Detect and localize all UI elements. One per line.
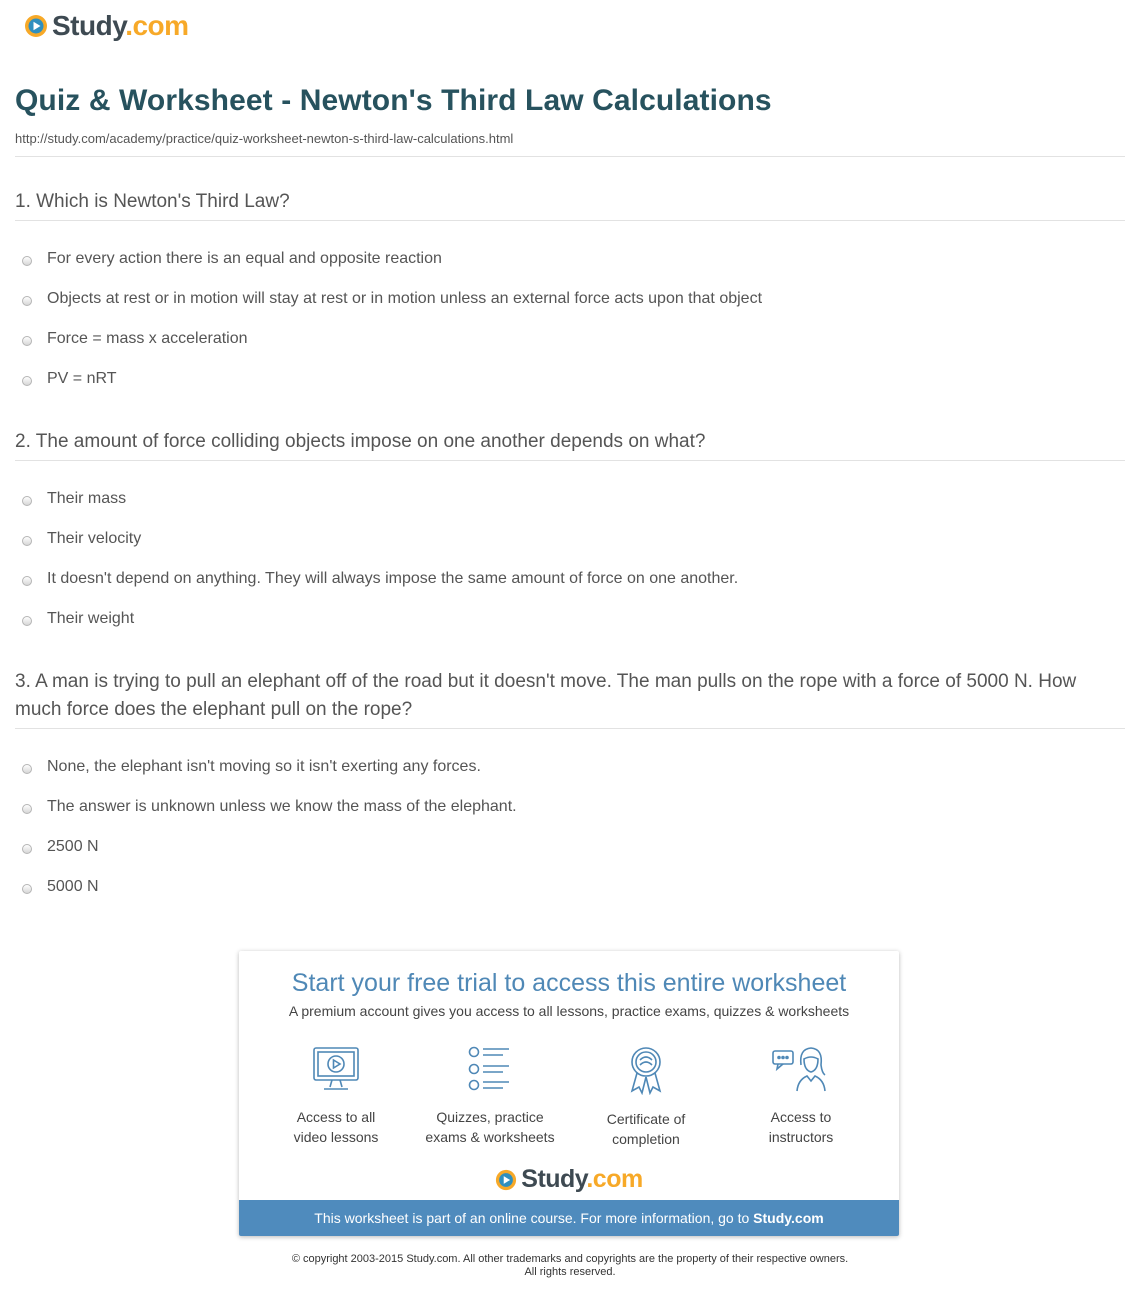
question-2-option-3[interactable]: It doesn't depend on anything. They will always impose the same amount of force on one another. [22, 568, 738, 590]
copyright-line-1: © copyright 2003-2015 Study.com. All other trademarks and copyrights are the property of their respective owners. [291, 1253, 849, 1265]
question-2-option-2[interactable]: Their velocity [22, 528, 141, 550]
question-2-option-1[interactable]: Their mass [22, 488, 126, 510]
question-3-divider [15, 728, 1125, 729]
question-1: 1. Which is Newton's Third Law? [15, 191, 290, 212]
course-info-bar [239, 1200, 899, 1236]
question-1-option-4[interactable]: PV = nRT [22, 368, 117, 390]
header-divider [15, 156, 1125, 157]
logo-tld: .com [125, 10, 189, 41]
page-title: Quiz & Worksheet - Newton's Third Law Calculations [15, 84, 772, 117]
certificate-ribbon-icon [621, 1045, 671, 1095]
logo-text: Study.com [521, 1165, 643, 1193]
feature-label: Quizzes, practice exams & worksheets [425, 1109, 555, 1145]
feature-quizzes [410, 1045, 570, 1147]
radio-button[interactable] [22, 256, 32, 266]
feature-video-lessons [256, 1045, 416, 1147]
study-logo[interactable] [24, 10, 189, 42]
instructor-chat-icon [771, 1045, 831, 1093]
radio-button[interactable] [22, 376, 32, 386]
question-1-option-1[interactable]: For every action there is an equal and opposite reaction [22, 248, 442, 270]
radio-button[interactable] [22, 884, 32, 894]
question-3-option-2[interactable]: The answer is unknown unless we know the mass of the elephant. [22, 796, 517, 818]
question-3-option-1[interactable]: None, the elephant isn't moving so it isn't exerting any forces. [22, 756, 481, 778]
free-trial-title[interactable]: Start your free trial to access this entire worksheet [291, 969, 847, 997]
feature-label: Access to all video lessons [293, 1109, 379, 1145]
question-1-option-2[interactable]: Objects at rest or in motion will stay at rest or in motion unless an external force acts upon that object [22, 288, 762, 310]
question-2: 2. The amount of force colliding objects impose on one another depends on what? [15, 431, 706, 452]
checklist-icon [465, 1045, 515, 1093]
feature-instructors [721, 1045, 881, 1147]
radio-button[interactable] [22, 764, 32, 774]
play-logo-icon [24, 14, 48, 38]
logo-text: Study.com [52, 10, 189, 41]
feature-certificate [566, 1045, 726, 1149]
question-1-divider [15, 220, 1125, 221]
course-info-text: This worksheet is part of an online course. For more information, go to [314, 1210, 754, 1226]
question-2-divider [15, 460, 1125, 461]
question-3-option-3[interactable]: 2500 N [22, 836, 99, 858]
video-monitor-icon [311, 1045, 361, 1093]
page-url[interactable]: http://study.com/academy/practice/quiz-worksheet-newton-s-third-law-calculations.html [15, 131, 514, 146]
feature-label: Access to instructors [768, 1109, 834, 1145]
radio-button[interactable] [22, 616, 32, 626]
radio-button[interactable] [22, 536, 32, 546]
feature-label: Certificate of completion [606, 1111, 686, 1147]
study-link[interactable]: Study.com [753, 1210, 824, 1226]
play-logo-icon [495, 1169, 517, 1191]
radio-button[interactable] [22, 576, 32, 586]
radio-button[interactable] [22, 804, 32, 814]
question-1-option-3[interactable]: Force = mass x acceleration [22, 328, 248, 350]
logo-tld: .com [586, 1165, 643, 1193]
free-trial-panel [239, 951, 899, 1236]
free-trial-subtitle: A premium account gives you access to all lessons, practice exams, quizzes & worksheets [288, 1003, 850, 1019]
copyright [0, 1253, 1140, 1279]
question-3: 3. A man is trying to pull an elephant off of the road but it doesn't move. The man pulls on the rope with a force of 5000 N. How much force does the elephant pull on the rope? [15, 671, 1077, 720]
radio-button[interactable] [22, 336, 32, 346]
copyright-line-2: All rights reserved. [524, 1266, 616, 1278]
question-2-option-4[interactable]: Their weight [22, 608, 134, 630]
radio-button[interactable] [22, 296, 32, 306]
cta-study-logo[interactable] [239, 1165, 899, 1194]
radio-button[interactable] [22, 496, 32, 506]
question-3-option-4[interactable]: 5000 N [22, 876, 99, 898]
radio-button[interactable] [22, 844, 32, 854]
